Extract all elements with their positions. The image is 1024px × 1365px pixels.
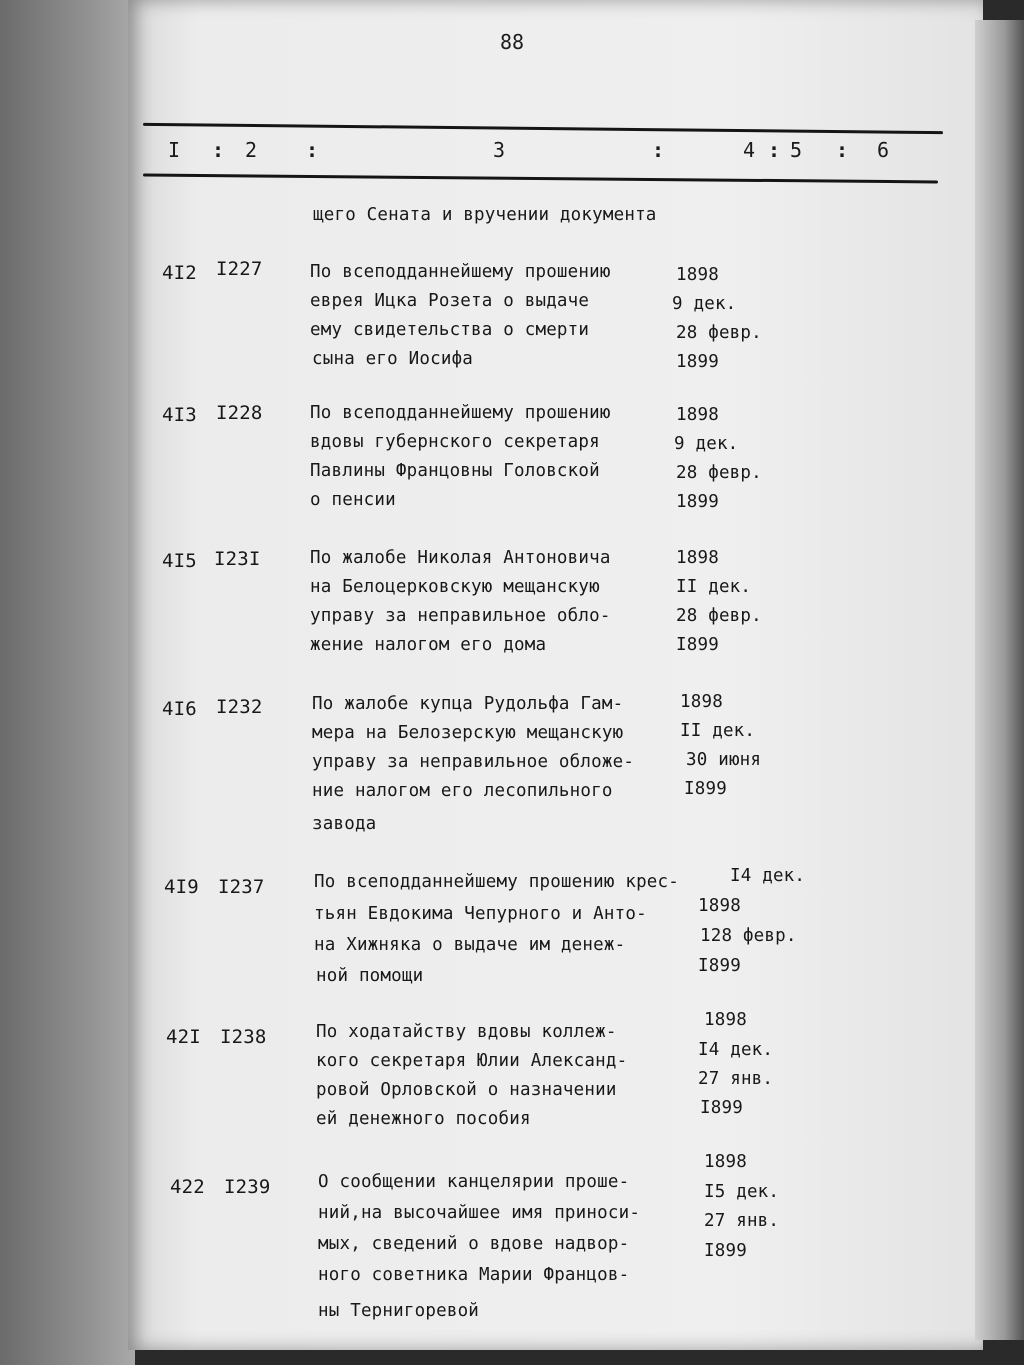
entry-date: I4 дек. — [730, 866, 806, 886]
entry-date: I899 — [676, 635, 719, 655]
entry-date: II дек. — [676, 577, 752, 597]
entry-text-line: завода — [312, 814, 377, 834]
entry-text-line: жение налогом его дома — [310, 635, 547, 655]
file-number: I228 — [216, 402, 263, 424]
page-number: 88 — [500, 30, 525, 54]
entry-text-line: управу за неправильное обло- — [310, 606, 611, 626]
entry-text-line: ей денежного пособия — [316, 1109, 531, 1129]
file-number: I239 — [224, 1176, 271, 1198]
entry-text-line: мых, сведений о вдове надвор- — [318, 1234, 630, 1254]
column-separator: : — [212, 138, 225, 162]
column-header-1: I — [168, 138, 181, 162]
column-header-5: 5 — [790, 138, 803, 162]
entry-date: 1898 — [680, 692, 723, 712]
column-header-3: 3 — [493, 138, 506, 162]
entry-text-line: По жалобе Николая Антоновича — [310, 548, 611, 568]
entry-date: I899 — [700, 1098, 743, 1118]
entry-text-line: ровой Орловской о назначении — [316, 1080, 617, 1100]
entry-date: 28 февр. — [676, 606, 762, 626]
column-separator: : — [652, 138, 665, 162]
entry-text-line: тьян Евдокима Чепурного и Анто- — [314, 904, 647, 924]
entry-text-line: мера на Белозерскую мещанскую — [312, 723, 624, 743]
entry-text-line: ного советника Марии Францов- — [318, 1265, 630, 1285]
column-header-2: 2 — [245, 138, 258, 162]
left-page-edge — [0, 0, 135, 1365]
file-number: I238 — [220, 1026, 267, 1048]
entry-text-line: Павлины Францовны Головской — [310, 461, 600, 481]
entry-text-line: ной помощи — [316, 966, 424, 986]
entry-date: I899 — [704, 1241, 747, 1261]
entry-text-line: ны Тернигоревой — [318, 1301, 480, 1321]
entry-date: 1898 — [704, 1152, 747, 1172]
document-page — [128, 0, 983, 1350]
column-header-6: 6 — [877, 138, 890, 162]
entry-date: 128 февр. — [700, 926, 797, 946]
column-separator: : — [306, 138, 319, 162]
entry-text-line: По всеподданнейшему прошению — [310, 403, 611, 423]
entry-date: 28 февр. — [676, 323, 762, 343]
entry-date: II дек. — [680, 721, 756, 741]
entry-date: I5 дек. — [704, 1182, 780, 1202]
entry-date: 1899 — [676, 492, 719, 512]
entry-text-line: По всеподданнейшему прошению — [310, 262, 611, 282]
entry-date: 30 июня — [686, 750, 762, 770]
entry-text-line: на Хижняка о выдаче им денеж- — [314, 935, 626, 955]
file-number: I237 — [218, 876, 265, 898]
entry-text-line: управу за неправильное обложе- — [312, 752, 635, 772]
entry-date: 27 янв. — [698, 1069, 774, 1089]
entry-number: 4I6 — [162, 698, 197, 720]
column-separator: : — [768, 138, 781, 162]
entry-date: 1898 — [698, 896, 741, 916]
continuation-line: щего Сената и вручении документа — [313, 205, 657, 225]
entry-text-line: о пенсии — [310, 490, 396, 510]
entry-text-line: По жалобе купца Рудольфа Гам- — [312, 694, 624, 714]
entry-number: 4I2 — [162, 262, 197, 284]
entry-date: 1898 — [676, 405, 719, 425]
page-stack-edge — [975, 20, 1024, 1340]
file-number: I23I — [214, 548, 261, 570]
entry-text-line: кого секретаря Юлии Александ- — [316, 1051, 628, 1071]
entry-number: 4I9 — [164, 876, 199, 898]
entry-text-line: ему свидетельства о смерти — [310, 320, 590, 340]
entry-date: 1898 — [676, 265, 719, 285]
entry-text-line: еврея Ицка Розета о выдаче — [310, 291, 590, 311]
entry-number: 422 — [170, 1176, 205, 1198]
entry-date: 28 февр. — [676, 463, 762, 483]
entry-date: I899 — [698, 956, 741, 976]
entry-text-line: на Белоцерковскую мещанскую — [310, 577, 600, 597]
entry-date: 1899 — [676, 352, 719, 372]
entry-date: 27 янв. — [704, 1211, 780, 1231]
entry-date: 9 дек. — [672, 294, 737, 314]
entry-text-line: О сообщении канцелярии проше- — [318, 1172, 630, 1192]
column-separator: : — [836, 138, 849, 162]
entry-number: 4I5 — [162, 550, 197, 572]
entry-text-line: ний,на высочайшее имя приноси- — [318, 1203, 641, 1223]
entry-date: I4 дек. — [698, 1040, 774, 1060]
entry-number: 4I3 — [162, 404, 197, 426]
entry-text-line: ние налогом его лесопильного — [312, 781, 613, 801]
entry-text-line: вдовы губернского секретаря — [310, 432, 600, 452]
file-number: I232 — [216, 696, 263, 718]
entry-date: I899 — [684, 779, 727, 799]
file-number: I227 — [216, 258, 263, 280]
entry-text-line: По ходатайству вдовы коллеж- — [316, 1022, 617, 1042]
entry-date: 1898 — [704, 1010, 747, 1030]
entry-text-line: По всеподданнейшему прошению крес- — [314, 872, 680, 892]
column-header-4: 4 — [743, 138, 756, 162]
entry-text-line: сына его Иосифа — [312, 349, 474, 369]
entry-date: 1898 — [676, 548, 719, 568]
entry-date: 9 дек. — [674, 434, 739, 454]
entry-number: 42I — [166, 1026, 201, 1048]
